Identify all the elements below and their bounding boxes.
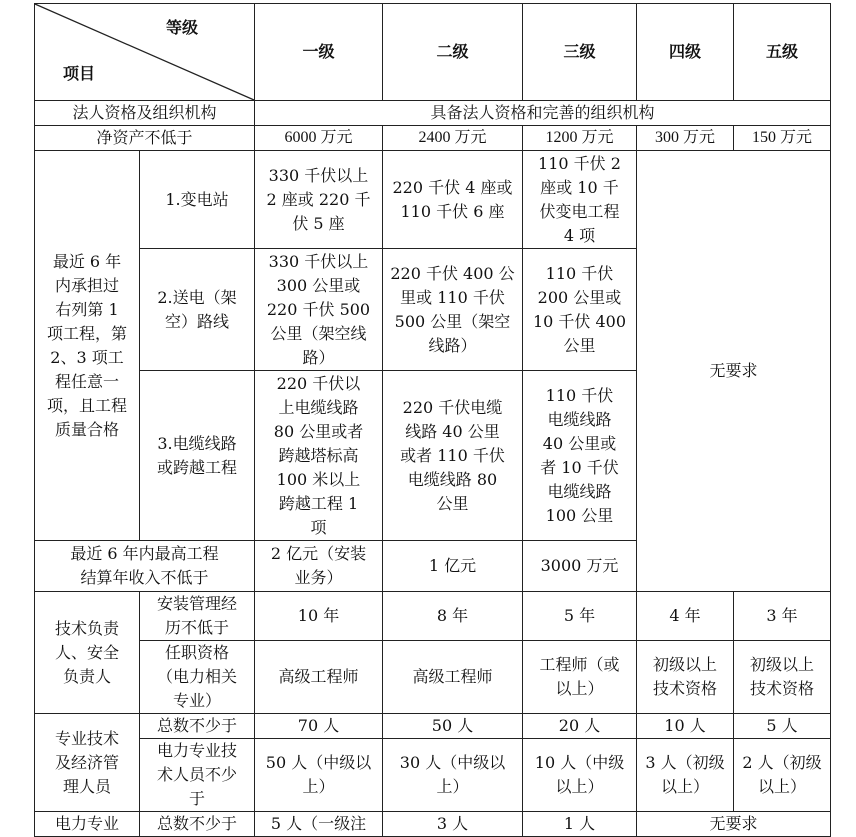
level-5-header: 五级 bbox=[734, 4, 831, 101]
staff-power-label: 电力专业技 术人员不少 于 bbox=[140, 739, 255, 812]
overhead-line-level-3: 110 千伏 200 公里或 10 千伏 400 公里 bbox=[523, 249, 637, 371]
power-pro-total-label: 总数不少于 bbox=[140, 812, 255, 837]
overhead-line-level-1: 330 千伏以上 300 公里或 220 千伏 500 公里（架空线 路） bbox=[255, 249, 383, 371]
staff-total-level-5: 5 人 bbox=[734, 714, 831, 739]
income-level-2: 1 亿元 bbox=[383, 541, 523, 592]
net-assets-level-3: 1200 万元 bbox=[523, 126, 637, 151]
power-pro-level-2: 3 人 bbox=[383, 812, 523, 837]
substation-level-1: 330 千伏以上 2 座或 220 千 伏 5 座 bbox=[255, 151, 383, 249]
net-assets-level-1: 6000 万元 bbox=[255, 126, 383, 151]
income-level-1: 2 亿元（安装 业务） bbox=[255, 541, 383, 592]
staff-power-level-4: 3 人（初级 以上） bbox=[637, 739, 734, 812]
experience-level-5: 3 年 bbox=[734, 592, 831, 641]
staff-total-label: 总数不少于 bbox=[140, 714, 255, 739]
tech-lead-label: 技术负责 人、安全 负责人 bbox=[35, 592, 140, 714]
level-2-header: 二级 bbox=[383, 4, 523, 101]
legal-label: 法人资格及组织机构 bbox=[35, 101, 255, 126]
qualification-level-3: 工程师（或 以上） bbox=[523, 641, 637, 714]
projects-no-requirement: 无要求 bbox=[637, 151, 831, 592]
staff-power-level-1: 50 人（中级以 上） bbox=[255, 739, 383, 812]
power-pro-level-1: 5 人（一级注 bbox=[255, 812, 383, 837]
level-1-header: 一级 bbox=[255, 4, 383, 101]
income-level-3: 3000 万元 bbox=[523, 541, 637, 592]
staff-total-level-1: 70 人 bbox=[255, 714, 383, 739]
experience-label: 安装管理经 历不低于 bbox=[140, 592, 255, 641]
power-pro-no-requirement: 无要求 bbox=[637, 812, 831, 837]
staff-total-level-4: 10 人 bbox=[637, 714, 734, 739]
experience-level-4: 4 年 bbox=[637, 592, 734, 641]
substation-level-3: 110 千伏 2 座或 10 千 伏变电工程 4 项 bbox=[523, 151, 637, 249]
project-substation-label: 1.变电站 bbox=[140, 151, 255, 249]
project-cable-label: 3.电缆线路 或跨越工程 bbox=[140, 371, 255, 541]
power-pro-level-3: 1 人 bbox=[523, 812, 637, 837]
staff-power-level-3: 10 人（中级 以上） bbox=[523, 739, 637, 812]
net-assets-level-4: 300 万元 bbox=[637, 126, 734, 151]
legal-value: 具备法人资格和完善的组织机构 bbox=[255, 101, 831, 126]
cable-level-3: 110 千伏 电缆线路 40 公里或 者 10 千伏 电缆线路 100 公里 bbox=[523, 371, 637, 541]
cable-level-1: 220 千伏以 上电缆线路 80 公里或者 跨越塔标高 100 米以上 跨越工程 1 项 bbox=[255, 371, 383, 541]
project-overhead-line-label: 2.送电（架 空）路线 bbox=[140, 249, 255, 371]
qualification-label: 任职资格 （电力相关 专业） bbox=[140, 641, 255, 714]
overhead-line-level-2: 220 千伏 400 公 里或 110 千伏 500 公里（架空 线路） bbox=[383, 249, 523, 371]
qualification-level-2: 高级工程师 bbox=[383, 641, 523, 714]
income-label: 最近 6 年内最高工程 结算年收入不低于 bbox=[35, 541, 255, 592]
experience-level-1: 10 年 bbox=[255, 592, 383, 641]
staff-total-level-2: 50 人 bbox=[383, 714, 523, 739]
net-assets-level-5: 150 万元 bbox=[734, 126, 831, 151]
qualification-level-4: 初级以上 技术资格 bbox=[637, 641, 734, 714]
level-header-label: 等级 bbox=[165, 18, 198, 37]
header-diagonal-cell bbox=[35, 4, 255, 101]
qualification-table bbox=[34, 3, 831, 837]
projects-label: 最近 6 年 内承担过 右列第 1 项工程，第 2、3 项工 程任意一 项，且工程 质量合格 bbox=[35, 151, 140, 541]
qualification-level-1: 高级工程师 bbox=[255, 641, 383, 714]
staff-label: 专业技术 及经济管 理人员 bbox=[35, 714, 140, 812]
experience-level-2: 8 年 bbox=[383, 592, 523, 641]
net-assets-level-2: 2400 万元 bbox=[383, 126, 523, 151]
qualification-level-5: 初级以上 技术资格 bbox=[734, 641, 831, 714]
experience-level-3: 5 年 bbox=[523, 592, 637, 641]
item-header-label: 项目 bbox=[63, 64, 96, 83]
staff-power-level-5: 2 人（初级 以上） bbox=[734, 739, 831, 812]
net-assets-label: 净资产不低于 bbox=[35, 126, 255, 151]
cable-level-2: 220 千伏电缆 线路 40 公里 或者 110 千伏 电缆线路 80 公里 bbox=[383, 371, 523, 541]
power-pro-label: 电力专业 bbox=[35, 812, 140, 837]
staff-power-level-2: 30 人（中级以 上） bbox=[383, 739, 523, 812]
staff-total-level-3: 20 人 bbox=[523, 714, 637, 739]
level-4-header: 四级 bbox=[637, 4, 734, 101]
substation-level-2: 220 千伏 4 座或 110 千伏 6 座 bbox=[383, 151, 523, 249]
level-3-header: 三级 bbox=[523, 4, 637, 101]
